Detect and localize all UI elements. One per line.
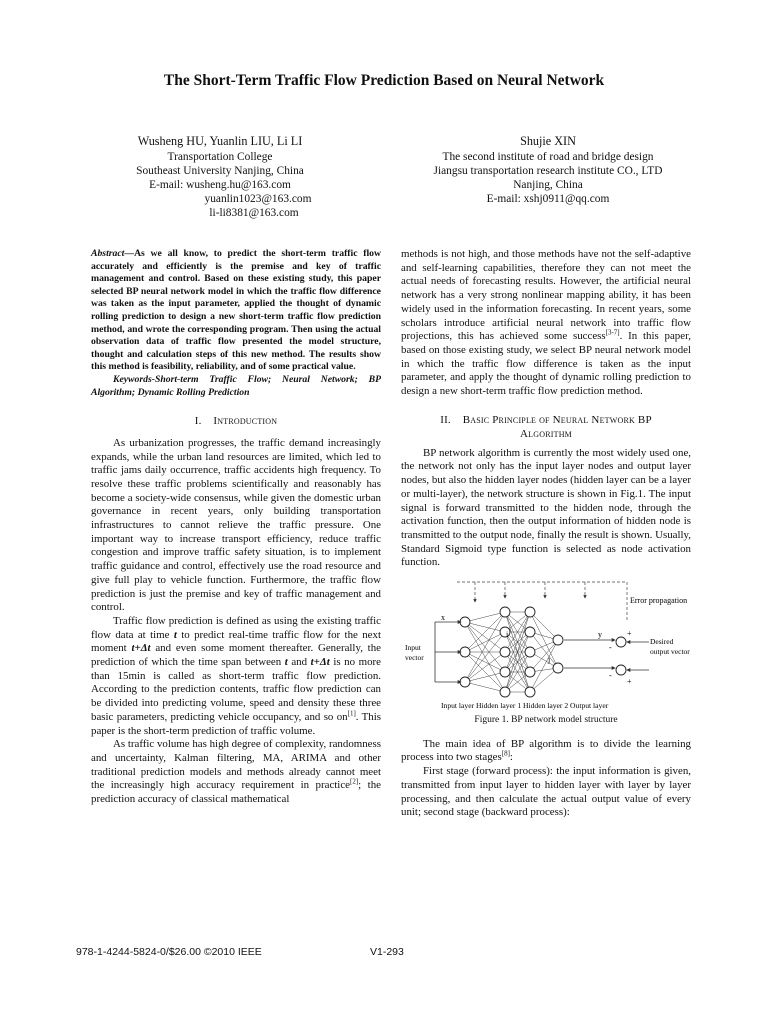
citation[interactable]: [3-7] [605, 328, 620, 337]
bp-network-diagram [405, 580, 695, 710]
hidden-layer1-node [500, 647, 510, 657]
section-heading-bp-principle [401, 413, 691, 441]
error-propagation-lines [457, 582, 627, 622]
input-vector-label: vector [405, 653, 424, 663]
paragraph: First stage (forward process): the input information is given, transmitted from input layer to hidden layer with layer by layer processing, and then calculate the actual output value of every unit; second stage (backward process): [401, 765, 691, 819]
hidden-layer2-node [525, 607, 535, 617]
author-names: Wusheng HU, Yuanlin LIU, Li LI [137, 134, 303, 148]
citation[interactable]: [8] [501, 749, 510, 758]
paper-title: The Short-Term Traffic Flow Prediction Based on Neural Network [163, 72, 605, 89]
author-affiliation: Jiangsu transportation research institute CO., LTD [433, 165, 663, 177]
hidden-layer2-node [525, 687, 535, 697]
author-block-right [408, 134, 688, 206]
citation[interactable]: [2] [350, 777, 359, 786]
network-edge [465, 652, 505, 672]
paragraph: The main idea of BP algorithm is to divide the learning process into two stages[8]: [401, 737, 691, 764]
section-number: II. [440, 413, 451, 426]
hidden-layer2-node [525, 667, 535, 677]
layer-labels: Input layer Hidden layer 1 Hidden layer 2 Output layer [441, 701, 609, 711]
paragraph: As traffic volume has high degree of complexity, randomness and uncertainty, Kalman filtering, MA, ARIMA and other traditional prediction models and methods already cannot meet the increasingly high accuracy requirement in practice[2]; the prediction accuracy of classical mathematical [91, 738, 381, 806]
figure-caption: Figure 1. BP network model structure [474, 715, 618, 726]
author-affiliation: The second institute of road and bridge design [442, 151, 654, 163]
citation[interactable]: [1] [347, 709, 356, 718]
plus-sign: + [627, 677, 632, 687]
desired-output-label: output vector [650, 647, 690, 657]
author-email: li-li8381@163.com [209, 207, 299, 219]
author-email: E-mail: xshj0911@qq.com [486, 193, 610, 205]
hidden-layer1-node [500, 667, 510, 677]
hidden-layer1-node [500, 607, 510, 617]
footer-page-number: V1-293 [370, 946, 404, 958]
network-edge [465, 682, 505, 692]
hidden-layer2-node [525, 627, 535, 637]
section-title: Basic Principle of Neural Network BP [462, 413, 652, 426]
input-layer-node [460, 677, 470, 687]
output-layer-node [553, 635, 563, 645]
author-block-left [100, 134, 340, 220]
paragraph: Traffic flow prediction is defined as using the existing traffic flow data at time t to predict real-time traffic flow for the next moment t+Δt and even some moment thereafter. Generally, the prediction of which the time span between t and t+Δt is no more than 15min is called as short-term traffic flow prediction. According to the prediction contents, traffic flow prediction can be divided into predicting volume, speed and density these three basic parameters, predicting vehicle occupancy, and so on[1]. This paper is the short-term prediction of traffic volume. [91, 614, 381, 737]
left-column [91, 248, 381, 807]
section-title-cont: Algorithm [520, 427, 572, 440]
footer-isbn: 978-1-4244-5824-0/$26.00 ©2010 IEEE [76, 946, 262, 958]
network-edge [465, 612, 505, 622]
section-number: I. [194, 415, 202, 428]
abstract [91, 248, 381, 374]
bp-network-figure [405, 580, 695, 710]
network-edge [465, 672, 505, 682]
minus-sign: - [609, 671, 612, 681]
minus-sign: - [609, 643, 612, 653]
input-layer-node [460, 617, 470, 627]
input-layer-node [460, 647, 470, 657]
hidden-layer2-node [525, 647, 535, 657]
j-label: j [548, 655, 551, 665]
desired-output-label: Desired [650, 637, 674, 647]
author-affiliation: Southeast University Nanjing, China [136, 165, 304, 177]
abstract-label: Abstract [91, 248, 125, 259]
i-label: i [506, 630, 509, 640]
x-label: x [441, 613, 445, 623]
y-label: y [598, 630, 602, 640]
author-email: yuanlin1023@163.com [204, 193, 312, 205]
abstract-text: —As we all know, to predict the short-term traffic flow accurately and efficiently is the premise and key of traffic management and control. Based on these existing study, this paper selected BP neural network model in which the traffic flow difference was taken as the input parameter, applied the thought of dynamic rolling prediction to design a new short-term traffic flow prediction method, and wrote the corresponding program. Then using the actual observation data of traffic flow presented the model structure, thought and calculation steps of this new method. The results show this method is feasibility, reliability, and of some practical value. [91, 248, 381, 373]
output-layer-node [553, 663, 563, 673]
hidden-layer1-node [500, 627, 510, 640]
comparator-node [616, 637, 626, 647]
network-edge [465, 632, 505, 652]
network-edge [465, 622, 505, 632]
hidden-layer1-node [500, 687, 510, 697]
author-names: Shujie XIN [520, 134, 576, 148]
paragraph: BP network algorithm is currently the most widely used one, the network not only has the input layer nodes and output layer nodes, but also the hidden layer nodes (hidden layer can be a layer or multi-layer), the network structure is shown in Fig.1. The input signal is forward transmitted to the hidden node, through the activation function, then the output information of hidden node is transmitted to the output node, finally the result is shown. Usually, Standard Sigmoid type function is selected as node activation function. [401, 446, 691, 569]
author-email: E-mail: wusheng.hu@163.com [149, 179, 291, 191]
input-vector-label: Input [405, 643, 421, 653]
section-heading-introduction [91, 415, 381, 429]
right-column [401, 248, 691, 820]
plus-sign: + [627, 629, 632, 639]
network-edge [465, 632, 505, 682]
error-propagation-label: Error propagation [630, 596, 688, 606]
comparator-node [616, 665, 626, 675]
author-affiliation: Transportation College [167, 151, 273, 163]
author-affiliation: Nanjing, China [513, 179, 583, 191]
network-edge [465, 612, 505, 682]
paragraph: methods is not high, and those methods have not the self-adaptive and self-learning capabilities, therefore they can not meet the actual needs of forecasting results. However, the artificial neural network has a very strong nonlinear mapping ability, it has been widely used in the information forecasting. In recent years, some scholars introduce artificial neural network into traffic flow projections, this has achieved some success[3-7]. In this paper, based on those existing study, we select BP neural network model in which the traffic flow difference is taken as the input parameter, and apply the thought of dynamic rolling prediction to design a new short-term traffic flow prediction method. [401, 248, 691, 398]
paragraph: As urbanization progresses, the traffic demand increasingly expands, while the urban land resources are limited, which led to traffic jams daily occurrence, traffic accidents high frequency. To resolve these traffic problems scientifically and reasonably has become a society-wide consensus, while given the domestic urban governance in recent years, only building transportation infrastructures to cannot relieve the traffic pressure. One important way to increase transport efficiency, reduce traffic congestion and improve traffic safety situation, is to implement traffic guidance and control, effectively use the road resource and give full play to vehicle function. Furthermore, the traffic flow prediction is just the premise and key of traffic management and control. [91, 436, 381, 614]
keywords: Keywords-Short-term Traffic Flow; Neural Network; BP Algorithm; Dynamic Rolling Prediction [91, 373, 381, 398]
section-title: Introduction [213, 415, 278, 428]
